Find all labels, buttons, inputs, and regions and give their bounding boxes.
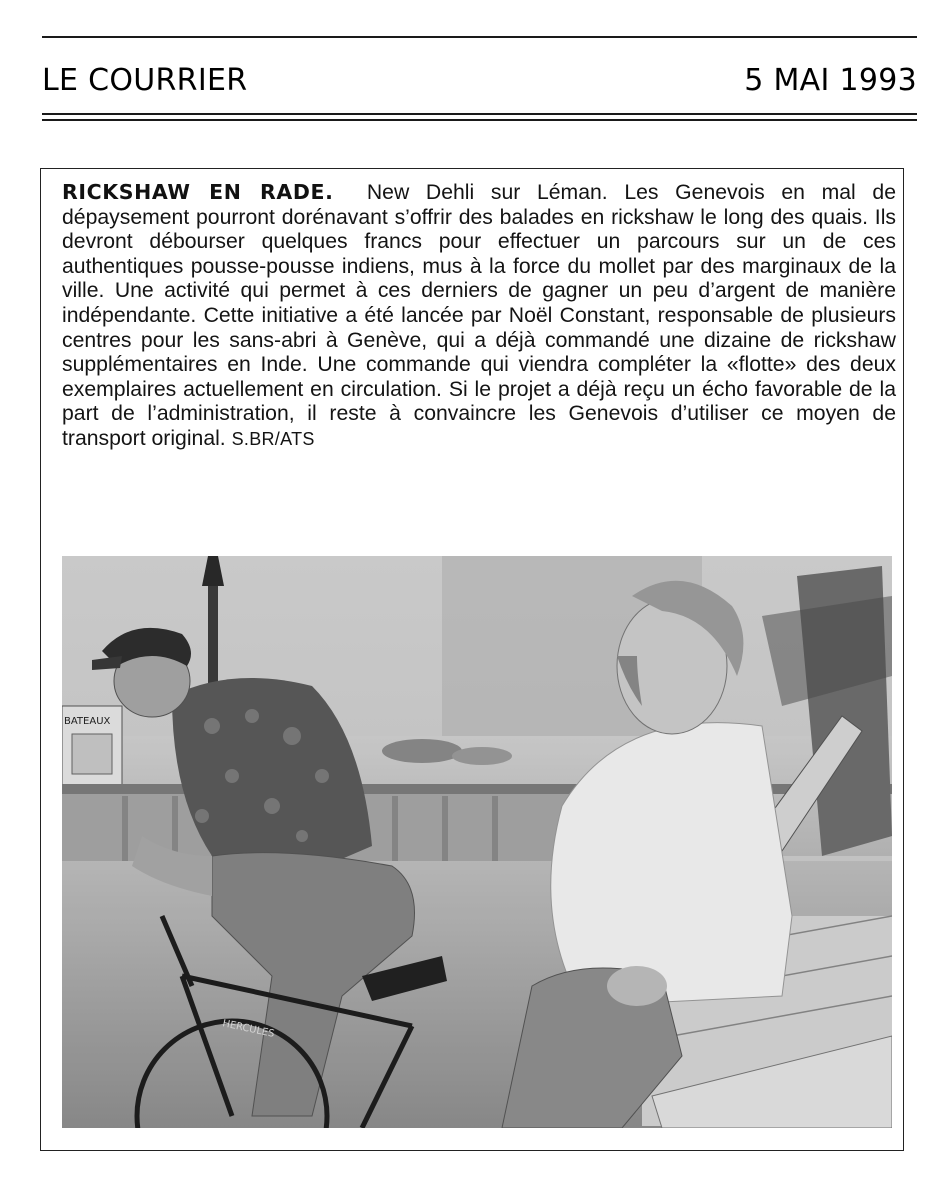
news-photo — [62, 556, 892, 1128]
masthead — [42, 58, 917, 102]
article-credit: S.BR/ATS — [231, 428, 315, 449]
bicycle-brand: HERCULES — [221, 1018, 276, 1040]
top-rule — [42, 36, 917, 38]
kiosk-sign: BATEAUX — [64, 716, 111, 727]
publication-date: 5 MAI 1993 — [744, 62, 917, 98]
article-text — [62, 180, 896, 452]
article-headline: RICKSHAW EN RADE. — [62, 180, 334, 204]
article-body: New Dehli sur Léman. Les Genevois en mal de dépaysement pourront dorénavant s’offrir des balades en rickshaw le long des quais. Ils devront débourser quelques francs pour effectuer un parcours sur un de ces authentiques pousse-pousse indiens, mus à la force du mollet par des marginaux de la ville. Une activité qui permet à ces derniers de gagner un peu d’argent de manière indépendante. Cette initiative a été lancée par Noël Constant, responsable de plusieurs centres pour les sans-abri à Genève, qui a déjà commandé une dizaine de rickshaw supplémentaires en Inde. Une commande qui viendra compléter la «flotte» des deux exemplaires actuellement en circulation. Si le projet a déjà reçu un écho favorable de la part de l’administration, il reste à convaincre les Genevois d’utiliser ce moyen de transport original. — [62, 181, 896, 450]
masthead-double-rule — [42, 113, 917, 121]
publication-name: LE COURRIER — [42, 62, 248, 98]
